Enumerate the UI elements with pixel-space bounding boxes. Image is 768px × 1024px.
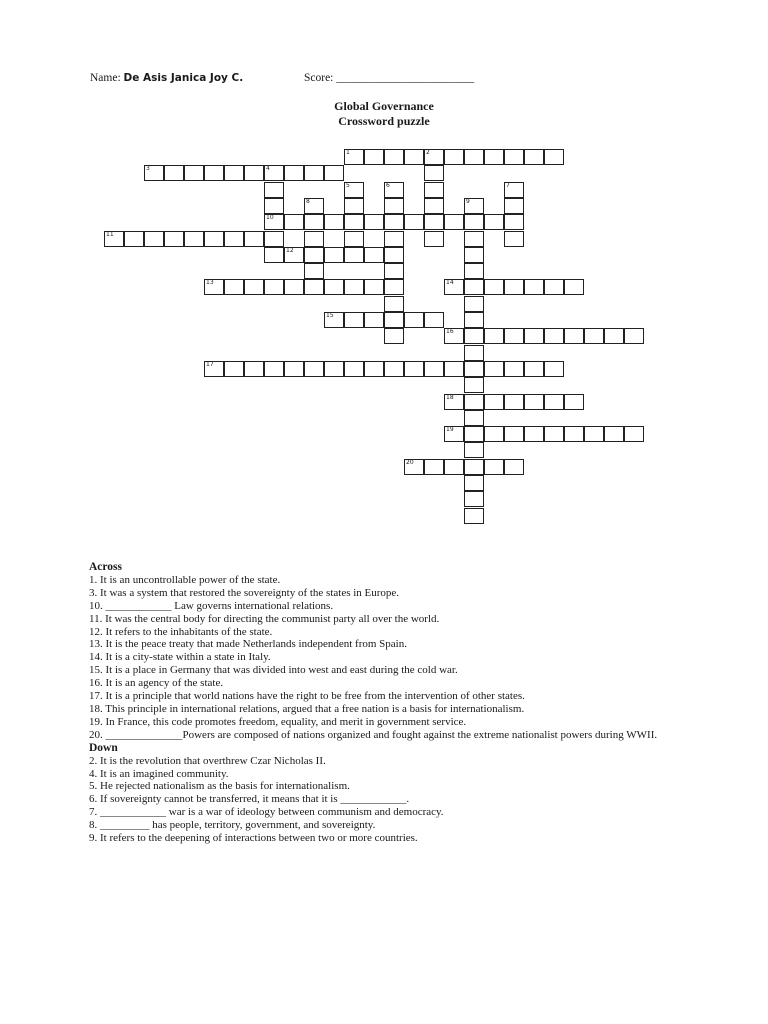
grid-cell[interactable] <box>384 198 404 214</box>
grid-cell[interactable] <box>244 165 264 181</box>
grid-cell[interactable] <box>104 231 124 247</box>
clue-number: 11 <box>106 230 114 238</box>
across-heading: Across <box>89 561 123 573</box>
grid-cell[interactable] <box>304 214 324 230</box>
grid-cell[interactable] <box>384 231 404 247</box>
grid-cell[interactable] <box>484 426 504 442</box>
grid-cell[interactable] <box>204 231 224 247</box>
across-clue: 1. It is an uncontrollable power of the state. <box>89 573 281 586</box>
grid-cell[interactable] <box>464 328 484 344</box>
clue-number: 5 <box>346 181 350 189</box>
grid-cell[interactable] <box>404 149 424 165</box>
grid-cell[interactable] <box>564 394 584 410</box>
down-clue: 5. He rejected nationalism as the basis for internationalism. <box>89 780 350 793</box>
grid-cell[interactable] <box>464 247 484 263</box>
across-clue-list <box>89 574 679 742</box>
down-clue-list <box>89 755 679 845</box>
grid-cell[interactable] <box>544 328 564 344</box>
grid-cell[interactable] <box>404 459 424 475</box>
grid-cell[interactable] <box>484 214 504 230</box>
grid-cell[interactable] <box>464 394 484 410</box>
grid-cell[interactable] <box>204 361 224 377</box>
grid-cell[interactable] <box>504 231 524 247</box>
clue-number: 20 <box>406 458 414 466</box>
grid-cell[interactable] <box>404 312 424 328</box>
grid-cell[interactable] <box>504 149 524 165</box>
grid-cell[interactable] <box>424 165 444 181</box>
grid-cell[interactable] <box>464 491 484 507</box>
grid-cell[interactable] <box>444 361 464 377</box>
clue-number: 18 <box>446 393 454 401</box>
grid-cell[interactable] <box>384 263 404 279</box>
grid-cell[interactable] <box>524 149 544 165</box>
grid-cell[interactable] <box>324 214 344 230</box>
grid-cell[interactable] <box>464 279 484 295</box>
grid-cell[interactable] <box>384 149 404 165</box>
grid-cell[interactable] <box>444 394 464 410</box>
grid-cell[interactable] <box>504 279 524 295</box>
grid-cell[interactable] <box>284 279 304 295</box>
grid-cell[interactable] <box>464 296 484 312</box>
grid-cell[interactable] <box>244 279 264 295</box>
grid-cell[interactable] <box>464 214 484 230</box>
grid-cell[interactable] <box>504 459 524 475</box>
grid-cell[interactable] <box>304 247 324 263</box>
grid-cell[interactable] <box>544 149 564 165</box>
grid-cell[interactable] <box>424 361 444 377</box>
grid-cell[interactable] <box>344 231 364 247</box>
across-clue: 14. It is a city-state within a state in Italy. <box>89 651 271 664</box>
clue-number: 19 <box>446 426 454 434</box>
grid-cell[interactable] <box>204 279 224 295</box>
grid-cell[interactable] <box>564 279 584 295</box>
grid-cell[interactable] <box>264 247 284 263</box>
grid-cell[interactable] <box>384 182 404 198</box>
grid-cell[interactable] <box>304 198 324 214</box>
grid-cell[interactable] <box>404 361 424 377</box>
grid-cell[interactable] <box>604 426 624 442</box>
grid-cell[interactable] <box>624 426 644 442</box>
grid-cell[interactable] <box>424 312 444 328</box>
grid-cell[interactable] <box>184 165 204 181</box>
across-clue: 13. It is the peace treaty that made Netherlands independent from Spain. <box>89 638 407 651</box>
grid-cell[interactable] <box>504 214 524 230</box>
grid-cell[interactable] <box>424 459 444 475</box>
grid-cell[interactable] <box>344 182 364 198</box>
score-line: Score: ________________________ <box>304 72 475 84</box>
grid-cell[interactable] <box>544 426 564 442</box>
grid-cell[interactable] <box>504 328 524 344</box>
clue-number: 8 <box>306 197 310 205</box>
grid-cell[interactable] <box>144 231 164 247</box>
grid-cell[interactable] <box>364 214 384 230</box>
grid-cell[interactable] <box>324 312 344 328</box>
clue-number: 16 <box>446 328 454 336</box>
grid-cell[interactable] <box>504 426 524 442</box>
across-clue: 12. It refers to the inhabitants of the state. <box>89 625 273 638</box>
grid-cell[interactable] <box>384 247 404 263</box>
grid-cell[interactable] <box>384 312 404 328</box>
grid-cell[interactable] <box>164 165 184 181</box>
grid-cell[interactable] <box>444 214 464 230</box>
grid-cell[interactable] <box>424 231 444 247</box>
grid-cell[interactable] <box>164 231 184 247</box>
grid-cell[interactable] <box>324 165 344 181</box>
grid-cell[interactable] <box>504 182 524 198</box>
grid-cell[interactable] <box>344 198 364 214</box>
clue-number: 4 <box>266 165 270 173</box>
grid-cell[interactable] <box>624 328 644 344</box>
down-clue: 9. It refers to the deepening of interactions between two or more countries. <box>89 832 418 845</box>
grid-cell[interactable] <box>264 231 284 247</box>
down-clue: 4. It is an imagined community. <box>89 767 229 780</box>
across-clue: 19. In France, this code promotes freedom, equality, and merit in government service. <box>89 715 467 728</box>
grid-cell[interactable] <box>424 182 444 198</box>
grid-cell[interactable] <box>344 361 364 377</box>
grid-cell[interactable] <box>424 149 444 165</box>
grid-cell[interactable] <box>464 459 484 475</box>
across-clue: 18. This principle in international relations, argued that a free nation is a basis for internationalism. <box>89 702 525 715</box>
grid-cell[interactable] <box>184 231 204 247</box>
grid-cell[interactable] <box>324 247 344 263</box>
grid-cell[interactable] <box>344 279 364 295</box>
grid-cell[interactable] <box>444 426 464 442</box>
grid-cell[interactable] <box>464 442 484 458</box>
down-clue: 8. _________ has people, territory, government, and sovereignty. <box>89 819 376 832</box>
grid-cell[interactable] <box>464 377 484 393</box>
clue-number: 7 <box>506 181 510 189</box>
grid-cell[interactable] <box>524 394 544 410</box>
grid-cell[interactable] <box>484 279 504 295</box>
clue-number: 15 <box>326 312 334 319</box>
grid-cell[interactable] <box>584 426 604 442</box>
grid-cell[interactable] <box>344 214 364 230</box>
grid-cell[interactable] <box>464 263 484 279</box>
grid-cell[interactable] <box>324 279 344 295</box>
grid-cell[interactable] <box>504 198 524 214</box>
grid-cell[interactable] <box>484 361 504 377</box>
across-clue: 3. It was a system that restored the sovereignty of the states in Europe. <box>89 586 400 599</box>
across-clue: 16. It is an agency of the state. <box>89 677 224 690</box>
grid-cell[interactable] <box>484 459 504 475</box>
grid-cell[interactable] <box>564 426 584 442</box>
grid-cell[interactable] <box>264 279 284 295</box>
grid-cell[interactable] <box>324 361 344 377</box>
grid-cell[interactable] <box>544 361 564 377</box>
grid-cell[interactable] <box>484 394 504 410</box>
grid-cell[interactable] <box>224 231 244 247</box>
name-value: De Asis Janica Joy C. <box>123 72 244 84</box>
grid-cell[interactable] <box>264 214 284 230</box>
down-clue: 6. If sovereignty cannot be transferred, it means that it is ____________. <box>89 793 410 806</box>
clue-number: 3 <box>146 165 150 173</box>
grid-cell[interactable] <box>264 361 284 377</box>
grid-cell[interactable] <box>464 231 484 247</box>
grid-cell[interactable] <box>304 361 324 377</box>
clue-number: 13 <box>206 279 214 287</box>
grid-cell[interactable] <box>344 247 364 263</box>
grid-cell[interactable] <box>444 149 464 165</box>
grid-cell[interactable] <box>544 279 564 295</box>
grid-cell[interactable] <box>384 296 404 312</box>
grid-cell[interactable] <box>524 426 544 442</box>
clues-section <box>89 561 679 845</box>
grid-cell[interactable] <box>204 165 224 181</box>
grid-cell[interactable] <box>504 394 524 410</box>
grid-cell[interactable] <box>244 231 264 247</box>
grid-cell[interactable] <box>424 214 444 230</box>
grid-cell[interactable] <box>364 149 384 165</box>
grid-cell[interactable] <box>464 149 484 165</box>
grid-cell[interactable] <box>364 247 384 263</box>
grid-cell[interactable] <box>464 361 484 377</box>
grid-cell[interactable] <box>364 361 384 377</box>
grid-cell[interactable] <box>304 165 324 181</box>
grid-cell[interactable] <box>304 263 324 279</box>
clue-number: 6 <box>386 181 390 189</box>
clue-number: 14 <box>446 279 454 287</box>
grid-cell[interactable] <box>464 198 484 214</box>
clue-number: 12 <box>286 246 294 254</box>
grid-cell[interactable] <box>144 165 164 181</box>
grid-cell[interactable] <box>384 328 404 344</box>
grid-cell[interactable] <box>284 165 304 181</box>
grid-cell[interactable] <box>384 279 404 295</box>
across-clue: 11. It was the central body for directing the communist party all over the world. <box>89 612 440 625</box>
grid-cell[interactable] <box>264 198 284 214</box>
grid-cell[interactable] <box>224 279 244 295</box>
clue-number: 1 <box>346 149 350 156</box>
down-clue: 7. ____________ war is a war of ideology between communism and democracy. <box>89 806 444 819</box>
grid-cell[interactable] <box>284 361 304 377</box>
grid-cell[interactable] <box>384 361 404 377</box>
grid-cell[interactable] <box>304 231 324 247</box>
grid-cell[interactable] <box>284 214 304 230</box>
down-clue: 2. It is the revolution that overthrew Czar Nicholas II. <box>89 754 326 767</box>
title-line-1: Global Governance <box>334 99 434 113</box>
grid-cell[interactable] <box>604 328 624 344</box>
down-heading: Down <box>89 741 118 754</box>
across-clue: 17. It is a principle that world nations have the right to be free from the intervention of other states. <box>89 690 525 703</box>
across-clue: 20. ______________Powers are composed of nations organized and fought against the extreme nationalist powers during WWII. <box>89 728 658 741</box>
grid-cell[interactable] <box>224 361 244 377</box>
title-line-2: Crossword puzzle <box>338 114 430 128</box>
grid-cell[interactable] <box>464 345 484 361</box>
grid-cell[interactable] <box>364 312 384 328</box>
grid-cell[interactable] <box>424 198 444 214</box>
grid-cell[interactable] <box>484 328 504 344</box>
grid-cell[interactable] <box>124 231 144 247</box>
grid-cell[interactable] <box>444 459 464 475</box>
grid-cell[interactable] <box>484 149 504 165</box>
grid-cell[interactable] <box>524 279 544 295</box>
grid-cell[interactable] <box>564 328 584 344</box>
grid-cell[interactable] <box>464 410 484 426</box>
grid-cell[interactable] <box>464 312 484 328</box>
grid-cell[interactable] <box>384 214 404 230</box>
grid-cell[interactable] <box>464 426 484 442</box>
grid-cell[interactable] <box>404 214 424 230</box>
grid-cell[interactable] <box>264 165 284 181</box>
across-clue: 15. It is a place in Germany that was divided into west and east during the cold war. <box>89 664 458 677</box>
grid-cell[interactable] <box>524 361 544 377</box>
clue-number: 2 <box>426 149 430 156</box>
grid-cell[interactable] <box>244 361 264 377</box>
grid-cell[interactable] <box>504 361 524 377</box>
grid-cell[interactable] <box>444 328 464 344</box>
grid-cell[interactable] <box>224 165 244 181</box>
name-label: Name: <box>90 72 121 84</box>
grid-cell[interactable] <box>544 394 564 410</box>
grid-cell[interactable] <box>344 312 364 328</box>
grid-cell[interactable] <box>524 328 544 344</box>
grid-cell[interactable] <box>584 328 604 344</box>
grid-cell[interactable] <box>464 475 484 491</box>
grid-cell[interactable] <box>264 182 284 198</box>
grid-cell[interactable] <box>284 247 304 263</box>
grid-cell[interactable] <box>304 279 324 295</box>
grid-cell[interactable] <box>444 279 464 295</box>
clue-number: 17 <box>206 360 214 368</box>
grid-cell[interactable] <box>464 508 484 524</box>
clue-number: 9 <box>466 197 470 205</box>
grid-cell[interactable] <box>344 149 364 165</box>
across-clue: 10. ____________ Law governs international relations. <box>89 599 334 612</box>
clue-number: 10 <box>266 214 274 222</box>
grid-cell[interactable] <box>364 279 384 295</box>
